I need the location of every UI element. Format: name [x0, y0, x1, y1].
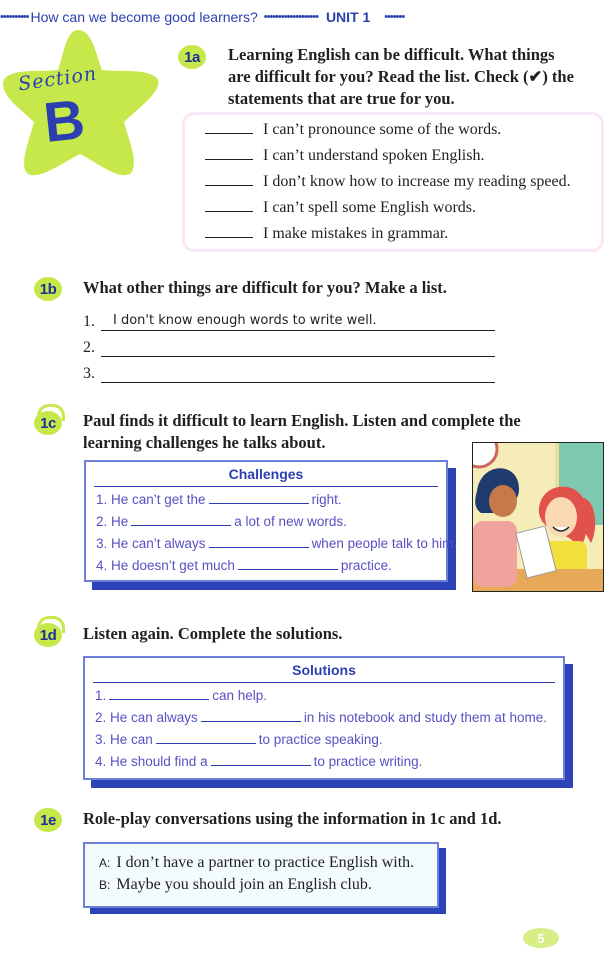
check-blank[interactable]: [205, 120, 253, 134]
list-number: 2.: [83, 339, 95, 356]
instruction-line: Learning English can be difficult. What things: [228, 45, 555, 64]
activity-badge-1e: 1e: [34, 808, 62, 832]
challenge-row: [86, 533, 458, 555]
dialog-text: Maybe you should join an English club.: [116, 876, 372, 893]
dialog-line: [99, 874, 437, 896]
unit-label: UNIT 1: [325, 9, 371, 25]
instruction-1a: [228, 44, 608, 110]
activity-badge-1d: [34, 623, 62, 647]
checklist-item: [205, 146, 601, 172]
header-dots-mid: •••••••••••••••••••: [263, 11, 318, 23]
fill-blank[interactable]: [209, 534, 309, 548]
instruction-1d: Listen again. Complete the solutions.: [83, 624, 343, 643]
list-answer-field[interactable]: [101, 363, 495, 383]
instruction-line: learning challenges he talks about.: [83, 433, 326, 452]
difficulty-list: [83, 305, 495, 383]
statement-text: I can’t understand spoken English.: [263, 147, 485, 164]
instruction-1b: What other things are difficult for you? Make a list.: [83, 278, 447, 297]
dialog-box: [83, 842, 439, 908]
row-text: 1. He can’t get the: [96, 492, 206, 507]
list-item: [83, 305, 495, 331]
fill-blank[interactable]: [201, 708, 301, 722]
statement-text: I don’t know how to increase my reading speed.: [263, 173, 571, 190]
dialog-line: [99, 852, 437, 874]
badge-label: 1d: [39, 626, 57, 644]
solution-row: [85, 685, 563, 707]
list-number: 3.: [83, 365, 95, 382]
section-label: Section: [16, 62, 99, 96]
speaker-label: B:: [99, 878, 111, 892]
check-blank[interactable]: [205, 146, 253, 160]
row-text: to practice writing.: [313, 754, 423, 769]
list-number: 1.: [83, 313, 95, 330]
instruction-line: are difficult for you? Read the list. Check (✔) the: [228, 67, 574, 86]
row-text: a lot of new words.: [234, 514, 347, 529]
fill-blank[interactable]: [209, 490, 309, 504]
check-blank[interactable]: [205, 198, 253, 212]
statement-text: I can’t spell some English words.: [263, 199, 477, 216]
checklist-item: [205, 224, 601, 250]
row-text: 2. He can always: [95, 710, 198, 725]
list-answer-field[interactable]: I don't know enough words to write well.: [101, 311, 495, 331]
solution-row: [85, 707, 563, 729]
row-text: 3. He can’t always: [96, 536, 206, 551]
row-text: 2. He: [96, 514, 129, 529]
row-text: practice.: [340, 558, 392, 573]
unit-title: How can we become good learners?: [30, 9, 258, 25]
checklist-box: [182, 112, 604, 252]
instruction-line: Paul finds it difficult to learn English. Listen and complete the: [83, 411, 521, 430]
row-text: to practice speaking.: [258, 732, 383, 747]
challenge-row: [86, 489, 446, 511]
illustration-students: [472, 442, 604, 592]
header-dots-right: •••••••: [384, 11, 405, 23]
activity-badge-1c: [34, 411, 62, 435]
check-blank[interactable]: [205, 224, 253, 238]
list-item: [83, 357, 495, 383]
statement-text: I can’t pronounce some of the words.: [263, 121, 502, 138]
row-text: when people talk to him.: [311, 536, 458, 551]
checklist-item: [205, 120, 601, 146]
row-text: 1.: [95, 688, 107, 703]
fill-blank[interactable]: [109, 686, 209, 700]
challenge-row: [86, 555, 446, 577]
instruction-1e: Role-play conversations using the information in 1c and 1d.: [83, 809, 502, 828]
fill-blank[interactable]: [131, 512, 231, 526]
check-blank[interactable]: [205, 172, 253, 186]
solutions-title: Solutions: [93, 658, 555, 683]
page-number: 5: [523, 928, 559, 948]
list-answer-field[interactable]: [101, 337, 495, 357]
challenges-box: [84, 460, 458, 582]
row-text: 4. He doesn’t get much: [96, 558, 235, 573]
header-dots-left: ••••••••••: [0, 11, 29, 23]
statement-text: I make mistakes in grammar.: [263, 225, 449, 242]
speaker-label: A:: [99, 856, 111, 870]
instruction-line: statements that are true for you.: [228, 89, 455, 108]
list-item: [83, 331, 495, 357]
activity-badge-1a: 1a: [178, 45, 206, 69]
activity-badge-1b: 1b: [34, 277, 62, 301]
row-text: can help.: [212, 688, 268, 703]
row-text: right.: [311, 492, 342, 507]
row-text: 3. He can: [95, 732, 153, 747]
solutions-box: [83, 656, 565, 780]
checklist-item: [205, 198, 601, 224]
solution-row: [85, 729, 563, 751]
fill-blank[interactable]: [156, 730, 256, 744]
challenges-title: Challenges: [94, 462, 438, 487]
solution-row: [85, 751, 563, 773]
students-illustration-icon: [473, 443, 604, 592]
fill-blank[interactable]: [238, 556, 338, 570]
row-text: in his notebook and study them at home.: [303, 710, 547, 725]
row-text: 4. He should find a: [95, 754, 208, 769]
section-letter: B: [40, 87, 88, 154]
challenge-row: [86, 511, 446, 533]
dialog-text: I don’t have a partner to practice English with.: [116, 854, 415, 871]
fill-blank[interactable]: [211, 752, 311, 766]
checklist-item: [205, 172, 601, 198]
badge-label: 1c: [40, 414, 56, 432]
